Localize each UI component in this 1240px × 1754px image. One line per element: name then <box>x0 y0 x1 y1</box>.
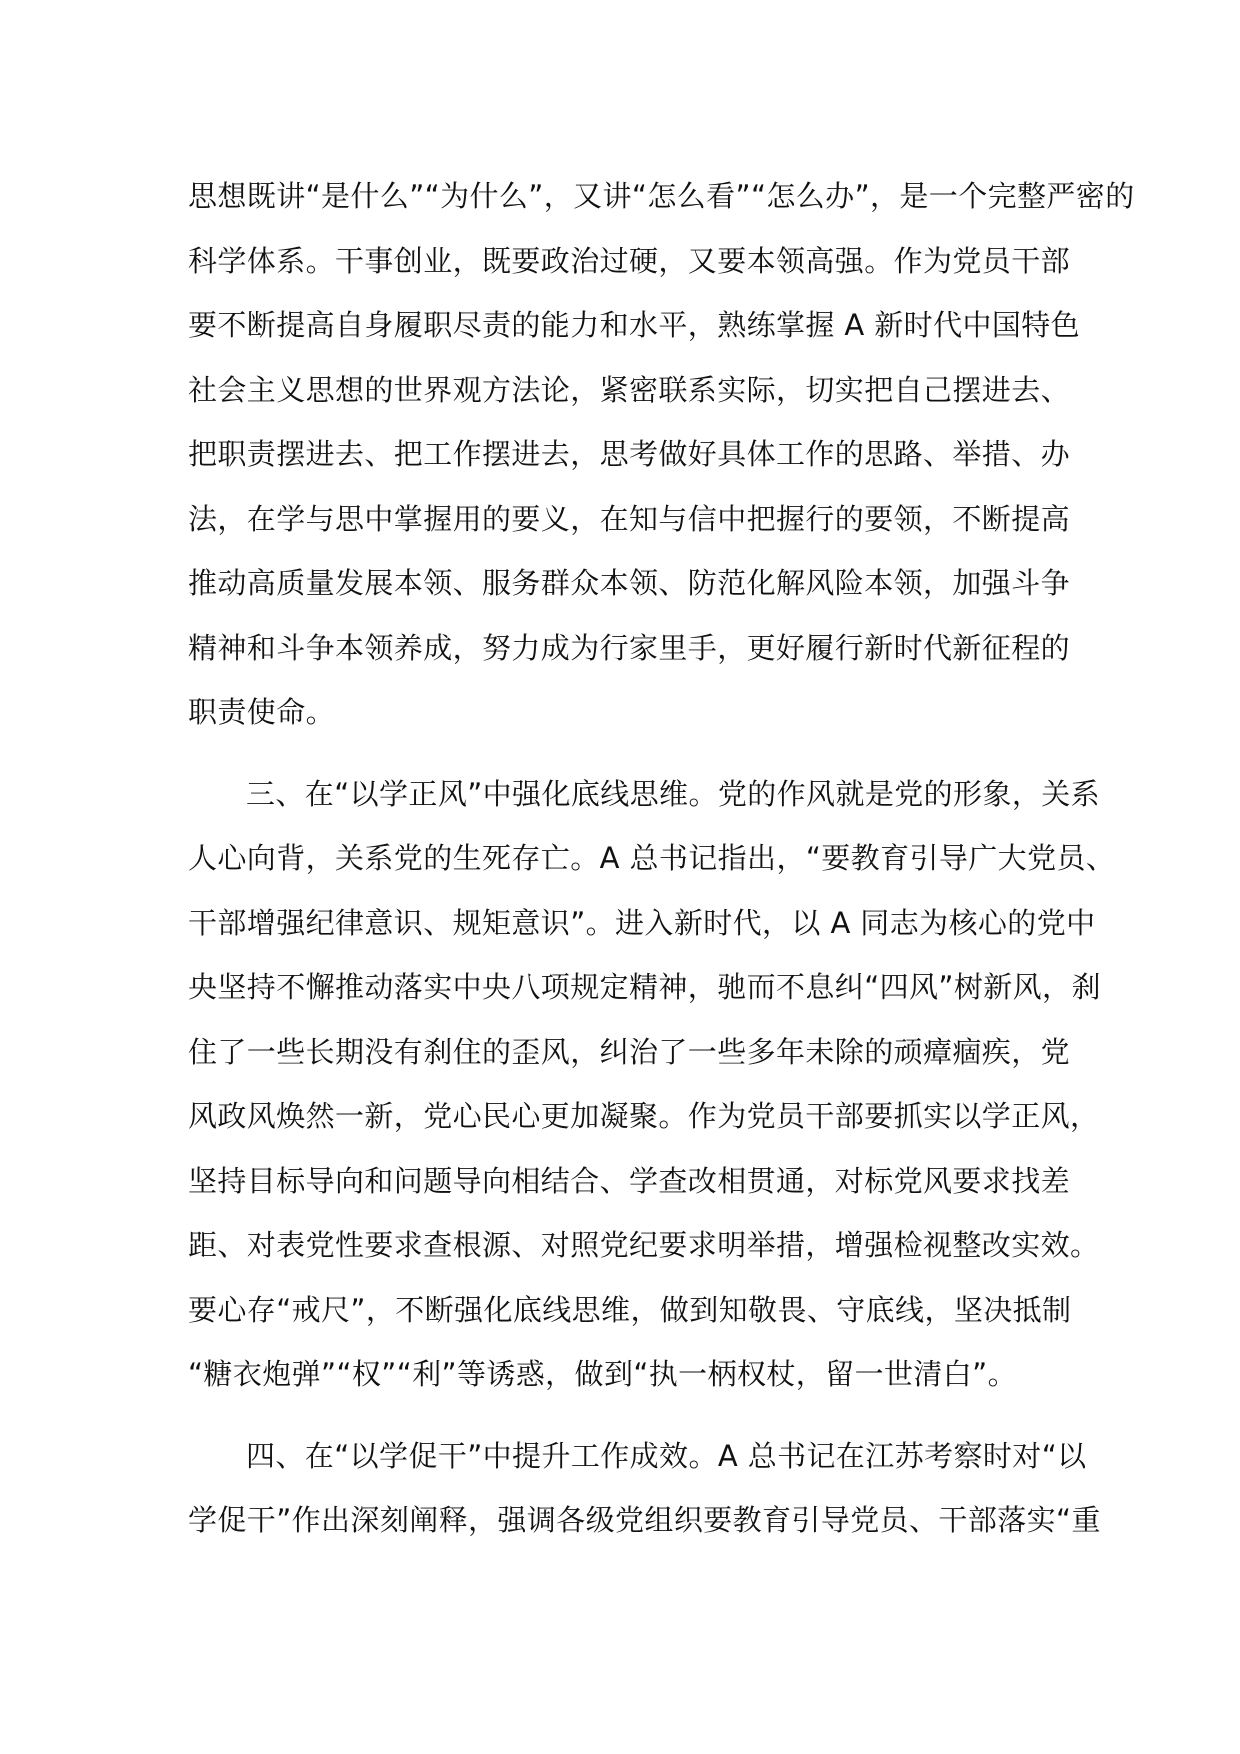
text-line: 推动高质量发展本领、服务群众本领、防范化解风险本领，加强斗争 <box>188 566 1071 600</box>
paragraph-1 <box>188 164 1135 745</box>
text-line: 风政风焕然一新，党心民心更加凝聚。作为党员干部要抓实以学正风， <box>188 1099 1100 1133</box>
text-line: 干部增强纪律意识、规矩意识”。进入新时代，以 A 同志为核心的党中 <box>188 905 1096 940</box>
text-line: 要不断提高自身履职尽责的能力和水平，熟练掌握 A 新时代中国特色 <box>188 308 1081 342</box>
text-line: 三、在“以学正风”中强化底线思维。党的作风就是党的形象，关系 <box>246 776 1101 811</box>
text-line: 把职责摆进去、把工作摆进去，思考做好具体工作的思路、举措、办 <box>188 437 1071 471</box>
text-line: 坚持目标导向和问题导向相结合、学查改相贯通，对标党风要求找差 <box>188 1163 1071 1198</box>
text-line: “糖衣炮弹”“权”“利”等诱惑，做到“执一柄权杖，留一世清白”。 <box>188 1357 1017 1391</box>
text-line: 住了一些长期没有刹住的歪风，纠治了一些多年未除的顽瘴痼疾，党 <box>188 1034 1071 1069</box>
text-line: 思想既讲“是什么”“为什么”，又讲“怎么看”“怎么办”，是一个完整严密的 <box>188 179 1135 213</box>
text-line: 人心向背，关系党的生死存亡。A 总书记指出，“要教育引导广大党员、 <box>188 841 1116 875</box>
text-line: 要心存“戒尺”，不断强化底线思维，做到知敬畏、守底线，坚决抵制 <box>188 1292 1072 1327</box>
text-line: 精神和斗争本领养成，努力成为行家里手，更好履行新时代新征程的 <box>188 630 1071 665</box>
document-body <box>188 164 1135 1553</box>
paragraph-spacer <box>188 745 1068 762</box>
paragraph-spacer <box>188 1407 1068 1424</box>
text-line: 四、在“以学促干”中提升工作成效。A 总书记在江苏考察时对“以 <box>246 1438 1087 1473</box>
text-line: 学促干”作出深刻阐释，强调各级党组织要教育引导党员、干部落实“重 <box>188 1503 1101 1537</box>
text-line: 法，在学与思中掌握用的要义，在知与信中把握行的要领，不断提高 <box>188 501 1071 536</box>
text-line: 央坚持不懈推动落实中央八项规定精神，驰而不息纠“四风”树新风，刹 <box>188 970 1101 1004</box>
text-line: 距、对表党性要求查根源、对照党纪要求明举措，增强检视整改实效。 <box>188 1228 1100 1262</box>
text-line: 职责使命。 <box>188 695 336 729</box>
text-line: 科学体系。干事创业，既要政治过硬，又要本领高强。作为党员干部 <box>188 243 1071 278</box>
paragraph-2 <box>188 762 1116 1407</box>
text-line: 社会主义思想的世界观方法论，紧密联系实际，切实把自己摆进去、 <box>188 372 1071 407</box>
paragraph-3 <box>188 1424 1101 1553</box>
